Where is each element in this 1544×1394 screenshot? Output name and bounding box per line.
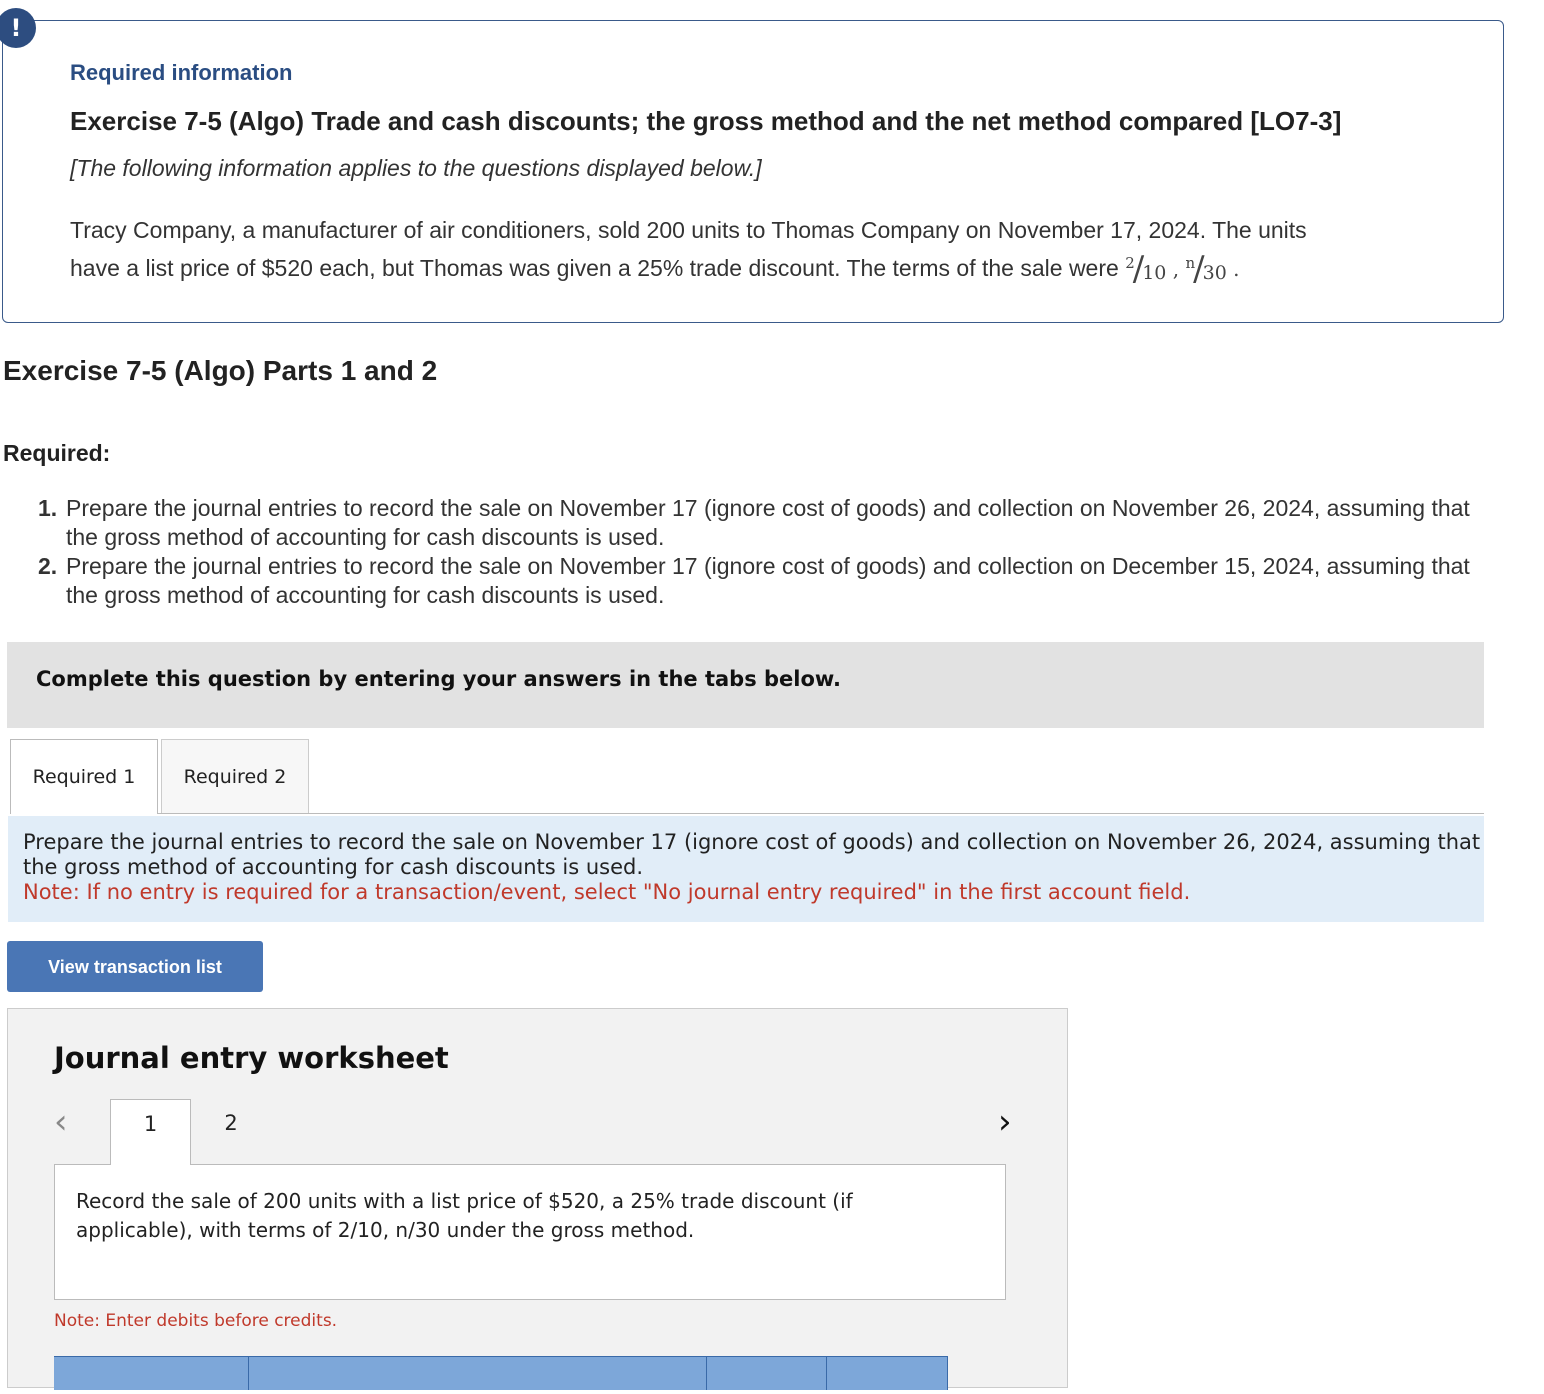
instructions-text: Prepare the journal entries to record the sale on November 17 (ignore cost of goods) and collection on November 26, 2024, assuming that the gross method of accounting for cash discounts is used. bbox=[23, 830, 1481, 879]
requirement-number: 2. bbox=[38, 553, 58, 579]
list-item bbox=[38, 494, 1478, 552]
column-header-date bbox=[54, 1357, 249, 1390]
column-header-credit bbox=[827, 1357, 948, 1390]
exercise-title: Exercise 7-5 (Algo) Trade and cash discounts; the gross method and the net method compared [LO7-3] bbox=[70, 106, 1342, 136]
tab-required-2[interactable]: Required 2 bbox=[161, 739, 309, 814]
terms-first-numerator: 2 bbox=[1125, 254, 1135, 272]
terms-second-numerator: n bbox=[1185, 254, 1196, 272]
requirement-number: 1. bbox=[38, 495, 58, 521]
terms-second-denominator: 30 bbox=[1202, 262, 1227, 284]
sale-terms: $^2/_{10}$ , $^n/_{30}$ . bbox=[1125, 249, 1240, 289]
requirement-text: Prepare the journal entries to record the sale on November 17 (ignore cost of goods) and collection on December 15, 2024, assuming that the gross method of accounting for cash discounts is used. bbox=[66, 553, 1470, 608]
record-instruction bbox=[54, 1164, 1006, 1300]
worksheet-tab-2[interactable]: 2 bbox=[224, 1111, 238, 1135]
complete-question-text: Complete this question by entering your answers in the tabs below. bbox=[36, 667, 841, 691]
record-instruction-text: Record the sale of 200 units with a list price of $520, a 25% trade discount (if applicable), with terms of 2/10, n/30 under the gross method. bbox=[76, 1189, 853, 1242]
worksheet-title: Journal entry worksheet bbox=[54, 1041, 449, 1075]
parts-title: Exercise 7-5 (Algo) Parts 1 and 2 bbox=[3, 355, 438, 386]
column-header-debit bbox=[707, 1357, 827, 1390]
required-heading: Required: bbox=[3, 440, 111, 466]
instructions-panel bbox=[8, 816, 1484, 922]
tab-divider bbox=[158, 813, 1484, 814]
applies-note: [The following information applies to the questions displayed below.] bbox=[70, 155, 762, 181]
view-transaction-list-button[interactable]: View transaction list bbox=[7, 941, 263, 992]
requirements-list bbox=[38, 494, 1478, 610]
scenario-line-2 bbox=[70, 247, 1470, 290]
scenario-line-1: Tracy Company, a manufacturer of air conditioners, sold 200 units to Thomas Company on November 17, 2024. The units bbox=[70, 217, 1307, 243]
worksheet-note: Note: Enter debits before credits. bbox=[54, 1311, 338, 1331]
chevron-right-icon[interactable]: › bbox=[998, 1102, 1012, 1142]
journal-entry-worksheet bbox=[7, 1008, 1068, 1388]
worksheet-tab-1[interactable]: 1 bbox=[110, 1099, 191, 1165]
requirement-text: Prepare the journal entries to record the sale on November 17 (ignore cost of goods) and collection on November 26, 2024, assuming that the gross method of accounting for cash discounts is used. bbox=[66, 495, 1470, 550]
journal-table-header bbox=[54, 1356, 948, 1390]
required-information-heading: Required information bbox=[70, 60, 293, 85]
alert-icon: ! bbox=[0, 8, 36, 48]
scenario-text bbox=[70, 214, 1470, 290]
complete-question-banner bbox=[7, 642, 1484, 728]
instructions-note: Note: If no entry is required for a transaction/event, select "No journal entry required" in the first account field. bbox=[23, 880, 1191, 904]
scenario-line-2-text: have a list price of $520 each, but Thomas was given a 25% trade discount. The terms of the sale were bbox=[70, 255, 1119, 281]
chevron-left-icon[interactable]: ‹ bbox=[54, 1102, 68, 1142]
terms-first-denominator: 10 bbox=[1142, 262, 1167, 284]
tab-required-1[interactable]: Required 1 bbox=[10, 739, 158, 814]
list-item bbox=[38, 552, 1478, 610]
column-header-general-journal bbox=[249, 1357, 707, 1390]
